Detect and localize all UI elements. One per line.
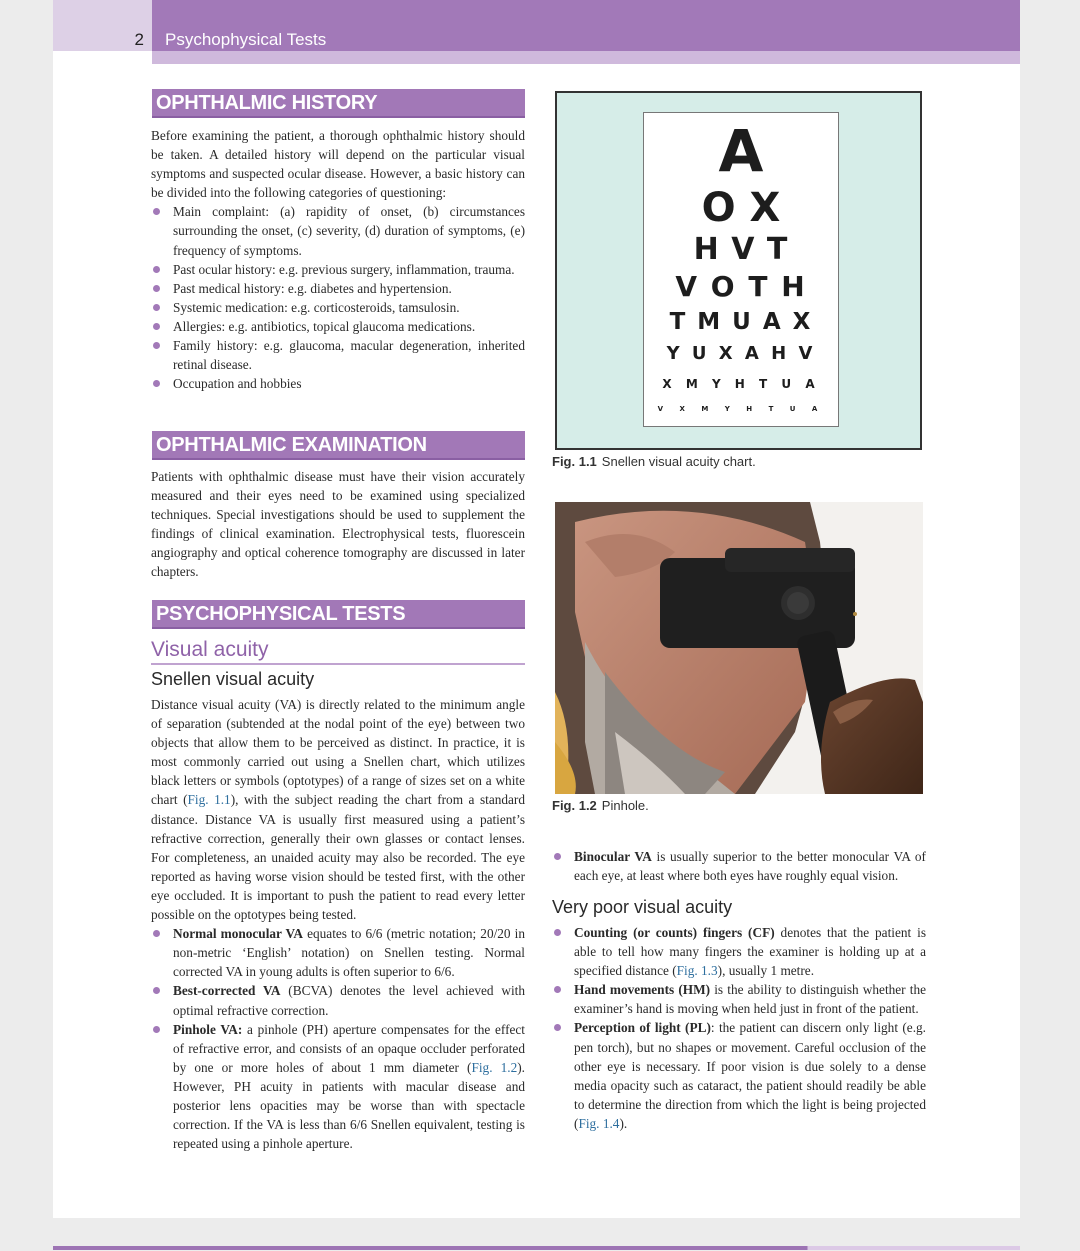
snellen-block — [151, 695, 525, 1153]
list-item — [552, 923, 926, 980]
list-item — [151, 1020, 525, 1154]
list-item: Past ocular history: e.g. previous surgery, inflammation, trauma. — [151, 260, 525, 279]
binocular-block — [552, 847, 926, 885]
fig-1-4-link[interactable]: Fig. 1.4 — [578, 1115, 620, 1131]
chart-row: A — [718, 117, 764, 185]
caption-text: Pinhole. — [601, 798, 649, 813]
chart-row: Y U X A H V — [666, 343, 816, 364]
chart-row: T M U A X — [669, 309, 813, 335]
fig-1-2-caption — [552, 798, 649, 813]
list-item: Systemic medication: e.g. corticosteroids, tamsulosin. — [151, 298, 525, 317]
section-heading-history: OPHTHALMIC HISTORY — [152, 89, 525, 118]
running-title: Psychophysical Tests — [165, 30, 327, 49]
fig-1-1-link[interactable]: Fig. 1.1 — [187, 792, 231, 808]
list-item: Occupation and hobbies — [151, 374, 525, 393]
chart-row: X M Y H T U A — [662, 377, 820, 391]
term: Perception of light (PL) — [574, 1020, 711, 1036]
section-heading-psychophysical: PSYCHOPHYSICAL TESTS — [152, 600, 525, 629]
list-item: Family history: e.g. glaucoma, macular degeneration, inherited retinal disease. — [151, 336, 525, 374]
definition: is the ability to distinguish whether the examiner’s hand is moving when held just in front of the patient. — [574, 982, 927, 1017]
snellen-text-b: ), with the subject reading the chart from a standard distance. Distance VA is usually first measured using a patient’s refractive correction, generally their own glasses or contact lenses. For completeness, an unaided acuity may also be recorded. The eye reported as having worse vision should be tested first, with the other eye occluded. It is important to push the patient to read every letter possible on the optotypes being tested. — [151, 792, 526, 923]
pinhole-illustration — [555, 502, 923, 794]
term: Normal monocular VA — [173, 926, 304, 942]
poor-va-block — [552, 923, 926, 1133]
definition: : the patient can discern only light (e.g. pen torch), but no shapes or movement. Careful occlusion of the other eye is necessary. If poor vision is due solely to a dense media opacity such as cataract, the patient should readily be able to determine the direction from which the light is being projected ( — [574, 1020, 927, 1131]
binocular-list — [552, 847, 926, 885]
snellen-text-a: Distance visual acuity (VA) is directly related to the minimum angle of separation (subtended at the nodal point of the eye) between two objects that allow them to be perceived as distinct. In practice, it is most commonly carried out using a Snellen chart, which utilizes black letters or symbols (optotypes) of a range of sizes set on a white chart ( — [151, 697, 525, 808]
term: Counting (or counts) fingers (CF) — [574, 925, 775, 940]
definition: denotes that the patient is able to tell how many fingers the examiner is holding up at a specified distance ( — [574, 925, 926, 979]
list-item — [552, 1018, 926, 1133]
subheading-visual-acuity: Visual acuity — [151, 638, 269, 661]
list-item — [151, 924, 525, 981]
snellen-paragraph — [151, 695, 525, 924]
subheading-very-poor-va: Very poor visual acuity — [552, 897, 733, 917]
chart-row: H V T — [693, 232, 789, 267]
list-item — [552, 847, 926, 885]
list-item: Past medical history: e.g. diabetes and hypertension. — [151, 279, 525, 298]
chart-row: O X — [701, 185, 781, 231]
header-strip — [152, 51, 1020, 64]
subheading-snellen: Snellen visual acuity — [151, 669, 315, 689]
definition-cont: ). — [619, 1115, 628, 1131]
list-item: Main complaint: (a) rapidity of onset, (b) circumstances surrounding the onset, (c) severity, (d) duration of symptoms, (e) frequency of symptoms. — [151, 202, 525, 259]
footer-bar — [53, 1246, 1020, 1250]
list-item — [151, 981, 525, 1019]
caption-text: Snellen visual acuity chart. — [601, 454, 756, 469]
history-intro: Before examining the patient, a thorough ophthalmic history should be taken. A detailed history will depend on the particular visual symptoms and suspected ocular disease. However, a basic history can be divided into the following categories of questioning: — [151, 128, 525, 201]
figure-label: Fig. 1.2 — [552, 798, 597, 813]
snellen-chart — [643, 112, 839, 427]
definition: is usually superior to the better monocular VA of each eye, at least where both eyes have roughly equal vision. — [574, 849, 926, 884]
fig-1-1-caption — [552, 454, 756, 469]
examination-text: Patients with ophthalmic disease must have their vision accurately measured and their eyes need to be examined using specialized techniques. Special investigations should be used to supplement the findings of clinical examination. Electrophysical tests, fluorescein angiography and optical coherence tomography are discussed in later chapters. — [151, 469, 525, 580]
snellen-chart-figure — [555, 91, 922, 450]
history-list — [151, 202, 525, 393]
section-heading-examination: OPHTHALMIC EXAMINATION — [152, 431, 525, 460]
chart-row: V O T H — [675, 270, 807, 303]
definition-cont: ). However, PH acuity in patients with macular disease and posterior lens opacities may be worse than with spectacle correction. If the VA is less than 6/6 Snellen equivalent, testing is repeated using a pinhole aperture. — [173, 1059, 525, 1152]
fig-1-3-link[interactable]: Fig. 1.3 — [676, 963, 718, 979]
va-list — [151, 924, 525, 1153]
definition: (BCVA) denotes the level achieved with optimal refractive correction. — [173, 983, 525, 1018]
page-number: 2 — [134, 30, 144, 49]
definition-cont: ), usually 1 metre. — [717, 963, 815, 979]
term: Pinhole VA: — [173, 1021, 243, 1037]
examination-block — [151, 467, 525, 582]
history-block — [151, 126, 525, 393]
definition: equates to 6/6 (metric notation; 20/20 in non-metric ‘English’ notation) on Snellen testing. Normal corrected VA in young adults is often superior to 6/6. — [173, 926, 525, 980]
term: Best-corrected VA — [173, 983, 281, 999]
definition: a pinhole (PH) aperture compensates for the effect of refractive error, and consists of an opaque occluder perforated by one or more holes of about 1 mm diameter ( — [173, 1021, 525, 1075]
list-item — [552, 980, 926, 1018]
figure-label: Fig. 1.1 — [552, 454, 597, 469]
term: Hand movements (HM) — [574, 982, 711, 998]
chart-row: V X M Y H T U A — [657, 405, 825, 413]
fig-1-2-link[interactable]: Fig. 1.2 — [471, 1059, 518, 1075]
poor-va-list — [552, 923, 926, 1133]
list-item: Allergies: e.g. antibiotics, topical glaucoma medications. — [151, 317, 525, 336]
pinhole-photo — [555, 502, 923, 794]
term: Binocular VA — [574, 849, 652, 864]
subheading-rule — [151, 663, 525, 665]
